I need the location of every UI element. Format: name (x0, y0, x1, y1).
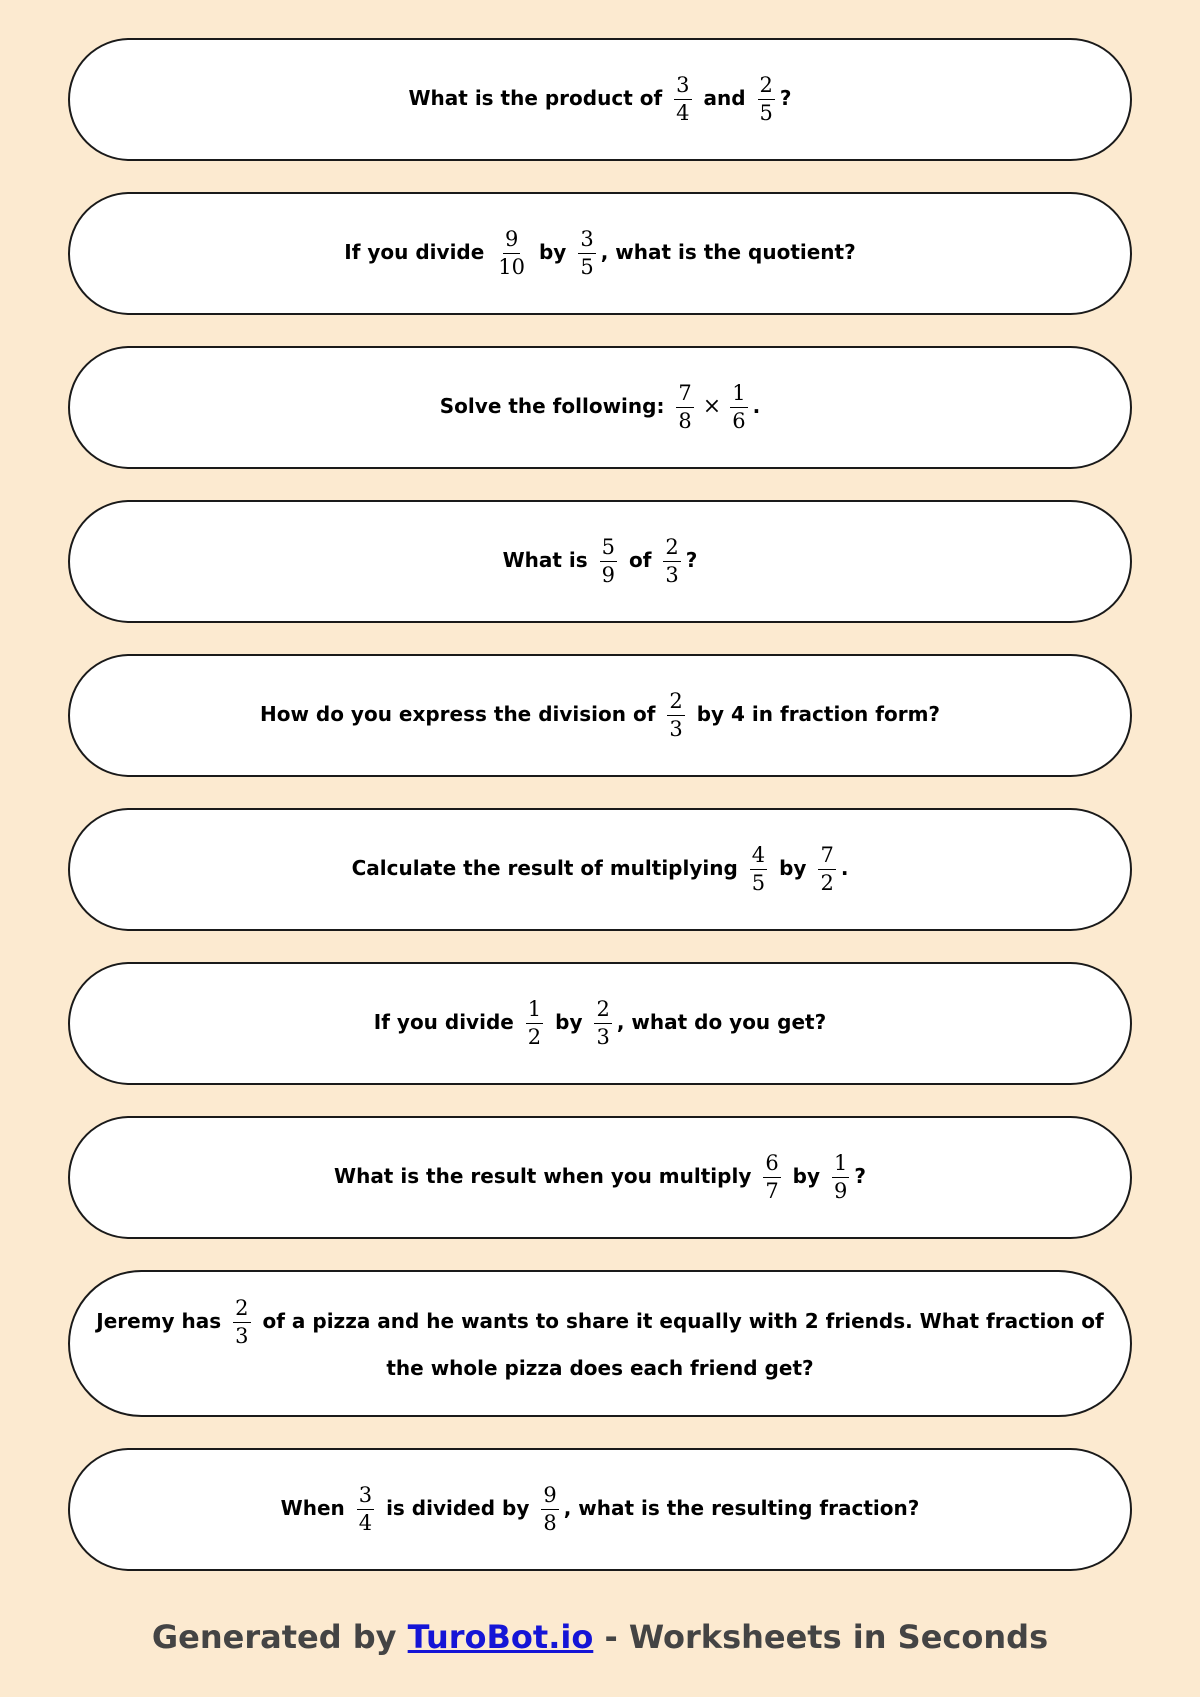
question-text-part: and (703, 86, 746, 110)
question-card (68, 38, 1132, 161)
question-text-part: by (792, 1164, 821, 1188)
question-card (68, 500, 1132, 623)
fraction-denominator: 7 (765, 1179, 779, 1203)
question-text-part: Calculate the result of multiplying (351, 856, 738, 880)
question-text-part: How do you express the division of (259, 702, 656, 726)
question-text (260, 691, 940, 740)
question-text (440, 383, 760, 432)
question-text-part: by 4 in fraction form? (696, 702, 941, 726)
fraction-denominator: 3 (596, 1025, 610, 1049)
fraction (763, 1153, 780, 1202)
fraction-numerator: 2 (233, 1298, 250, 1323)
question-text (344, 229, 855, 278)
question-text-part: of (628, 548, 652, 572)
question-card (68, 192, 1132, 315)
fraction (818, 845, 835, 894)
question-text (409, 75, 792, 124)
worksheet (68, 38, 1132, 1571)
question-text-part: If you divide (373, 1010, 514, 1034)
fraction-numerator: 6 (763, 1153, 780, 1178)
question-text-part: is divided by (386, 1496, 530, 1520)
question-text (374, 999, 826, 1048)
fraction-denominator: 2 (527, 1025, 542, 1049)
fraction-denominator: 10 (498, 255, 526, 279)
fraction-denominator: 8 (678, 409, 692, 433)
question-text-part: Solve the following: (439, 394, 665, 418)
fraction-numerator: 9 (503, 229, 520, 254)
question-card (68, 346, 1132, 469)
fraction-numerator: 1 (526, 999, 543, 1024)
fraction-numerator: 3 (674, 75, 691, 100)
question-text (84, 1298, 1116, 1389)
fraction-denominator: 9 (834, 1179, 848, 1203)
question-text (281, 1485, 920, 1534)
question-text-part: of a pizza and he wants to share it equally with 2 friends. What fraction of the whole pizza does each friend get? (262, 1309, 1104, 1380)
fraction (667, 691, 684, 740)
question-card (68, 654, 1132, 777)
question-text-part: ? (685, 548, 698, 572)
question-text-part: , what do you get? (616, 1010, 827, 1034)
fraction-numerator: 2 (594, 999, 611, 1024)
fraction (674, 75, 691, 124)
question-text-part: , what is the quotient? (600, 240, 856, 264)
question-text (503, 537, 698, 586)
fraction-denominator: 4 (676, 101, 690, 125)
question-text-part: ? (779, 86, 792, 110)
fraction (832, 1153, 849, 1202)
fraction-numerator: 2 (758, 75, 775, 100)
fraction (578, 229, 595, 278)
fraction (357, 1485, 374, 1534)
question-text-part: . (752, 394, 761, 418)
fraction-denominator: 5 (580, 255, 594, 279)
question-text-part: What is the product of (408, 86, 663, 110)
question-text-part: If you divide (344, 240, 485, 264)
fraction (730, 383, 747, 432)
question-text-part: . (840, 856, 849, 880)
fraction-numerator: 7 (676, 383, 693, 408)
question-text-part: When (280, 1496, 345, 1520)
fraction (663, 537, 680, 586)
fraction (541, 1485, 558, 1534)
fraction (496, 229, 527, 278)
fraction-denominator: 3 (235, 1324, 249, 1348)
question-text-part: , what is the resulting fraction? (563, 1496, 920, 1520)
fraction-denominator: 5 (751, 871, 766, 895)
footer (0, 1618, 1200, 1656)
fraction-numerator: 2 (663, 537, 680, 562)
question-card (68, 962, 1132, 1085)
footer-suffix: - Worksheets in Seconds (604, 1618, 1049, 1656)
fraction (750, 845, 767, 894)
turobot-link[interactable]: TuroBot.io (407, 1618, 594, 1656)
fraction-numerator: 4 (750, 845, 767, 870)
question-card (68, 808, 1132, 931)
fraction-denominator: 5 (759, 101, 773, 125)
question-text-part: What is (502, 548, 588, 572)
fraction (526, 999, 543, 1048)
fraction-denominator: 8 (543, 1511, 557, 1535)
question-card (68, 1448, 1132, 1571)
question-card (68, 1116, 1132, 1239)
fraction-denominator: 4 (358, 1511, 373, 1535)
fraction-numerator: 1 (832, 1153, 849, 1178)
footer-prefix: Generated by (151, 1618, 397, 1656)
question-card (68, 1270, 1132, 1417)
fraction-numerator: 2 (667, 691, 684, 716)
fraction-numerator: 1 (730, 383, 747, 408)
fraction-denominator: 3 (665, 563, 679, 587)
question-text-part: by (779, 856, 807, 880)
fraction (600, 537, 617, 586)
fraction-denominator: 3 (669, 717, 683, 741)
fraction (594, 999, 611, 1048)
fraction (758, 75, 775, 124)
question-text-part: What is the result when you multiply (334, 1164, 752, 1188)
question-text (334, 1153, 866, 1202)
fraction-numerator: 5 (600, 537, 617, 562)
question-text (352, 845, 849, 894)
fraction (233, 1298, 250, 1347)
fraction-denominator: 6 (732, 409, 746, 433)
fraction-numerator: 3 (578, 229, 595, 254)
fraction-denominator: 9 (601, 563, 616, 587)
fraction (676, 383, 693, 432)
question-text-part: ? (854, 1164, 866, 1188)
question-text-part: by (538, 240, 567, 264)
fraction-numerator: 3 (357, 1485, 374, 1510)
multiply-sign: × (702, 394, 722, 420)
question-text-part: Jeremy has (96, 1309, 222, 1333)
fraction-numerator: 7 (818, 845, 835, 870)
question-text-part: by (555, 1010, 583, 1034)
fraction-numerator: 9 (541, 1485, 558, 1510)
fraction-denominator: 2 (820, 871, 834, 895)
